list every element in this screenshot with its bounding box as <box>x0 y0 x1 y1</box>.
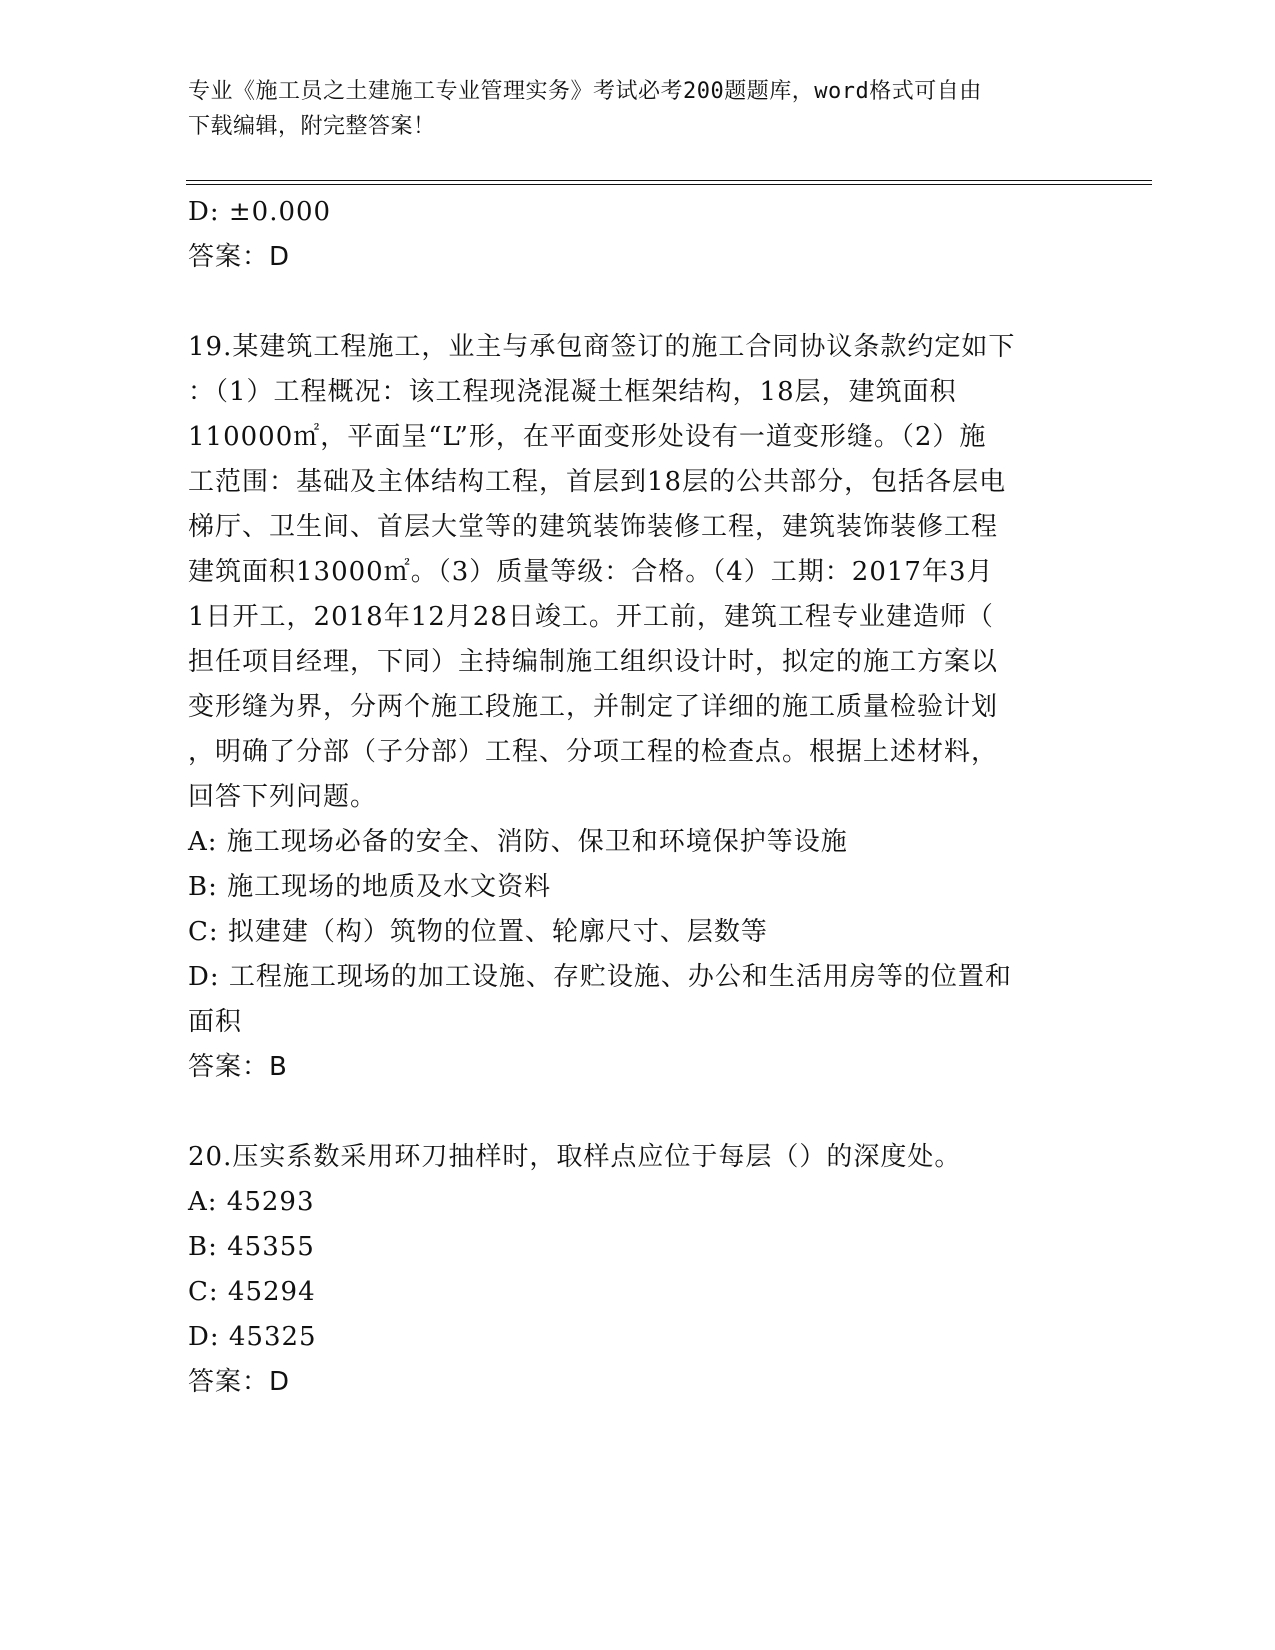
q19-text-line: 回答下列问题。 <box>188 782 378 812</box>
q20-option-a: A: 45293 <box>188 1187 315 1217</box>
q20-option-c: C: 45294 <box>188 1277 316 1307</box>
page-header <box>188 74 1088 144</box>
q19-text-line: ：（1）工程概况：该工程现浇混凝土框架结构，18层，建筑面积 <box>188 377 957 407</box>
question-20 <box>188 1135 1098 1405</box>
q20-text: 20.压实系数采用环刀抽样时，取样点应位于每层（）的深度处。 <box>188 1142 962 1172</box>
spacer <box>188 280 1098 325</box>
header-rule-thin <box>186 184 1152 185</box>
q20-option-b: B: 45355 <box>188 1232 315 1262</box>
spacer <box>188 1090 1098 1135</box>
q19-option-b: B: 施工现场的地质及水文资料 <box>188 872 552 902</box>
q19-option-d: D: 工程施工现场的加工设施、存贮设施、办公和生活用房等的位置和 <box>188 962 1012 992</box>
q19-text-line: 19.某建筑工程施工，业主与承包商签订的施工合同协议条款约定如下 <box>188 332 1016 362</box>
header-line-2: 下载编辑，附完整答案！ <box>188 114 436 139</box>
q19-text-line: 1日开工，2018年12月28日竣工。开工前，建筑工程专业建造师（ <box>188 602 994 632</box>
prev-option-d: D: ±0.000 <box>188 197 332 227</box>
q19-text-line: 110000㎡，平面呈“L”形，在平面变形处设有一道变形缝。（2）施 <box>188 422 987 452</box>
q19-option-c: C: 拟建建（构）筑物的位置、轮廓尺寸、层数等 <box>188 917 768 947</box>
q19-text-line: 梯厅、卫生间、首层大堂等的建筑装饰装修工程，建筑装饰装修工程 <box>188 512 999 542</box>
header-rule-thick <box>186 180 1152 181</box>
q19-text-line: 建筑面积13000㎡。（3）质量等级：合格。（4）工期：2017年3月 <box>188 557 994 587</box>
q20-option-d: D: 45325 <box>188 1322 317 1352</box>
q19-text-line: 变形缝为界，分两个施工段施工，并制定了详细的施工质量检验计划 <box>188 692 999 722</box>
question-19 <box>188 325 1098 1090</box>
prev-answer: 答案：D <box>188 242 291 272</box>
q19-option-d-cont: 面积 <box>188 1007 243 1037</box>
header-line-1: 专业《施工员之土建施工专业管理实务》考试必考200题题库，word格式可自由 <box>188 79 982 104</box>
document-body <box>188 190 1098 1405</box>
q19-text-line: 担任项目经理，下同）主持编制施工组织设计时，拟定的施工方案以 <box>188 647 999 677</box>
q19-text-line: 工范围：基础及主体结构工程，首层到18层的公共部分，包括各层电 <box>188 467 1007 497</box>
q19-answer: 答案：B <box>188 1052 288 1082</box>
q19-text-line: ，明确了分部（子分部）工程、分项工程的检查点。根据上述材料， <box>188 737 999 767</box>
q20-answer: 答案：D <box>188 1367 291 1397</box>
q19-option-a: A: 施工现场必备的安全、消防、保卫和环境保护等设施 <box>188 827 848 857</box>
